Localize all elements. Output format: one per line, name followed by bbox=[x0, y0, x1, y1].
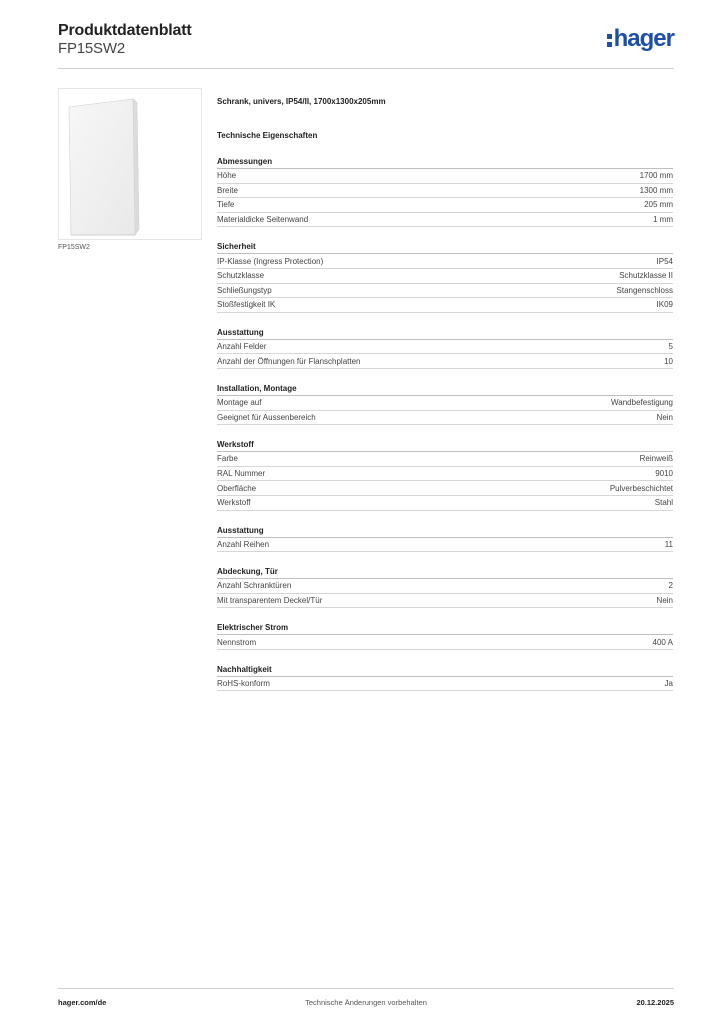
property-value: Nein bbox=[656, 595, 673, 605]
property-section bbox=[217, 327, 673, 369]
property-label: Oberfläche bbox=[217, 483, 257, 493]
property-row bbox=[217, 594, 673, 609]
section-title: Werkstoff bbox=[217, 439, 673, 452]
property-value: Ja bbox=[664, 679, 673, 689]
property-section bbox=[217, 241, 673, 312]
property-section bbox=[217, 156, 673, 227]
section-title: Ausstattung bbox=[217, 327, 673, 340]
property-value: 1300 mm bbox=[639, 185, 673, 195]
property-label: Werkstoff bbox=[217, 498, 251, 508]
property-row bbox=[217, 298, 673, 313]
property-sections bbox=[217, 156, 673, 691]
property-row bbox=[217, 284, 673, 299]
property-label: Schutzklasse bbox=[217, 271, 265, 281]
property-row bbox=[217, 169, 673, 184]
document-title: Produktdatenblatt bbox=[58, 22, 192, 39]
property-value: 1700 mm bbox=[639, 171, 673, 181]
property-value: 11 bbox=[664, 539, 673, 549]
property-row bbox=[217, 538, 673, 553]
property-row bbox=[217, 579, 673, 594]
section-title: Installation, Montage bbox=[217, 383, 673, 396]
logo-wordmark: hager bbox=[613, 25, 674, 52]
property-section bbox=[217, 622, 673, 650]
property-label: Stoßfestigkeit IK bbox=[217, 300, 276, 310]
product-details bbox=[217, 96, 673, 691]
property-value: Nein bbox=[656, 412, 673, 422]
property-value: 1 mm bbox=[653, 215, 673, 225]
property-row bbox=[217, 213, 673, 228]
property-label: Nennstrom bbox=[217, 637, 257, 647]
property-value: 205 mm bbox=[644, 200, 673, 210]
property-row bbox=[217, 452, 673, 467]
property-label: Materialdicke Seitenwand bbox=[217, 215, 309, 225]
property-section bbox=[217, 439, 673, 510]
property-row bbox=[217, 496, 673, 511]
image-caption: FP15SW2 bbox=[58, 244, 90, 251]
property-value: 10 bbox=[664, 356, 673, 366]
property-label: Anzahl der Öffnungen für Flanschplatten bbox=[217, 356, 361, 366]
page-header bbox=[58, 22, 674, 70]
product-image bbox=[58, 88, 202, 240]
footer-notice: Technische Änderungen vorbehalten bbox=[305, 998, 427, 1007]
property-label: Breite bbox=[217, 185, 238, 195]
property-value: 400 A bbox=[652, 637, 673, 647]
property-label: Mit transparentem Deckel/Tür bbox=[217, 595, 323, 605]
header-divider bbox=[58, 68, 674, 69]
property-label: Geeignet für Aussenbereich bbox=[217, 412, 316, 422]
property-value: Schutzklasse II bbox=[619, 271, 673, 281]
section-title: Elektrischer Strom bbox=[217, 622, 673, 635]
property-section bbox=[217, 383, 673, 425]
property-value: 9010 bbox=[655, 469, 673, 479]
property-row bbox=[217, 354, 673, 369]
property-row bbox=[217, 396, 673, 411]
section-title: Nachhaltigkeit bbox=[217, 664, 673, 677]
cabinet-illustration-icon bbox=[59, 89, 203, 241]
footer-divider bbox=[58, 988, 674, 989]
property-row bbox=[217, 481, 673, 496]
property-row bbox=[217, 198, 673, 213]
logo-colon-icon bbox=[607, 30, 613, 48]
property-row bbox=[217, 677, 673, 692]
property-label: RAL Nummer bbox=[217, 469, 266, 479]
property-value: IK09 bbox=[656, 300, 673, 310]
property-label: Montage auf bbox=[217, 398, 262, 408]
property-label: Schließungstyp bbox=[217, 285, 272, 295]
property-value: Pulverbeschichtet bbox=[609, 483, 673, 493]
section-title: Sicherheit bbox=[217, 241, 673, 254]
property-value: IP54 bbox=[656, 256, 673, 266]
property-value: Stangenschloss bbox=[616, 285, 673, 295]
property-value: Reinweiß bbox=[639, 454, 673, 464]
hager-logo bbox=[607, 26, 674, 52]
product-code: FP15SW2 bbox=[58, 40, 125, 57]
property-label: Anzahl Schranktüren bbox=[217, 581, 292, 591]
page-footer bbox=[58, 998, 674, 1010]
property-row bbox=[217, 340, 673, 355]
property-row bbox=[217, 269, 673, 284]
property-value: 2 bbox=[668, 581, 673, 591]
property-label: RoHS-konform bbox=[217, 679, 270, 689]
property-label: Tiefe bbox=[217, 200, 235, 210]
tech-properties-heading: Technische Eigenschaften bbox=[217, 131, 318, 140]
section-title: Abmessungen bbox=[217, 156, 673, 169]
property-section bbox=[217, 566, 673, 608]
property-value: 5 bbox=[668, 342, 673, 352]
footer-date: 20.12.2025 bbox=[636, 998, 674, 1007]
property-label: Anzahl Felder bbox=[217, 342, 267, 352]
property-row bbox=[217, 411, 673, 426]
property-row bbox=[217, 184, 673, 199]
property-value: Wandbefestigung bbox=[611, 398, 673, 408]
property-section bbox=[217, 664, 673, 692]
product-description: Schrank, univers, IP54/II, 1700x1300x205mm bbox=[217, 97, 386, 106]
property-label: IP-Klasse (Ingress Protection) bbox=[217, 256, 324, 266]
section-title: Ausstattung bbox=[217, 525, 673, 538]
property-row bbox=[217, 467, 673, 482]
section-title: Abdeckung, Tür bbox=[217, 566, 673, 579]
footer-website: hager.com/de bbox=[58, 998, 107, 1007]
property-label: Höhe bbox=[217, 171, 237, 181]
property-value: Stahl bbox=[654, 498, 673, 508]
property-section bbox=[217, 525, 673, 553]
property-label: Farbe bbox=[217, 454, 238, 464]
property-label: Anzahl Reihen bbox=[217, 539, 270, 549]
property-row bbox=[217, 635, 673, 650]
property-row bbox=[217, 254, 673, 269]
